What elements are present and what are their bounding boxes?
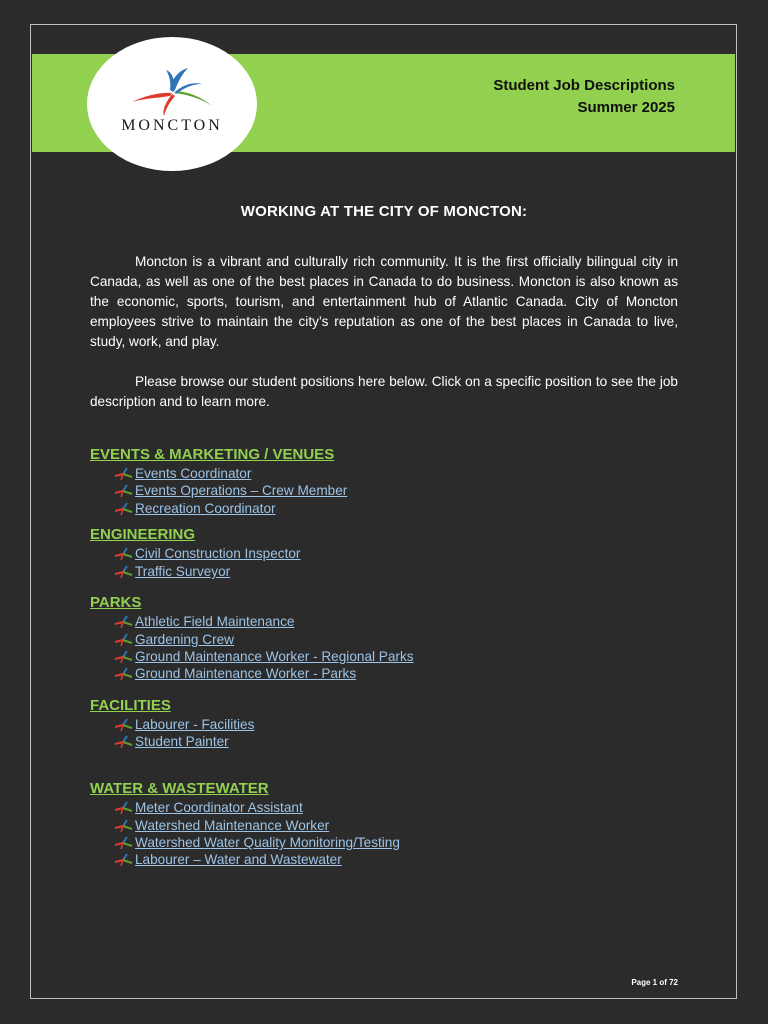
moncton-bullet-icon bbox=[113, 735, 134, 749]
moncton-bullet-icon bbox=[113, 547, 134, 561]
moncton-bullet-icon bbox=[113, 836, 134, 850]
job-item[interactable] bbox=[113, 733, 229, 750]
moncton-bullet-icon bbox=[113, 650, 134, 664]
job-item[interactable] bbox=[113, 613, 294, 630]
job-link[interactable]: Traffic Surveyor bbox=[135, 564, 231, 579]
job-link[interactable]: Watershed Water Quality Monitoring/Testing bbox=[135, 835, 400, 850]
job-item[interactable] bbox=[113, 851, 342, 868]
job-item[interactable] bbox=[113, 631, 234, 648]
section-title-engineering: ENGINEERING bbox=[90, 526, 196, 543]
page-heading: WORKING AT THE CITY OF MONCTON: bbox=[240, 203, 528, 220]
document-title-line2: Summer 2025 bbox=[577, 99, 675, 116]
job-link[interactable]: Athletic Field Maintenance bbox=[135, 614, 295, 629]
job-link[interactable]: Events Coordinator bbox=[135, 466, 252, 481]
logo-wordmark: MONCTON bbox=[121, 117, 223, 134]
section-title-water: WATER & WASTEWATER bbox=[90, 780, 269, 797]
job-link[interactable]: Gardening Crew bbox=[135, 632, 234, 647]
intro-paragraph-text: Moncton is a vibrant and culturally rich community. It is the first officially bilingual city in Canada, as well as one of the best places in Canada to do business. Moncton is also known as the economic, sports, tourism, and entertainment hub of Atlantic Canada. City of Moncton employees strive to maintain the city’s reputation as one of the best places in Canada to live, study, work, and play. bbox=[90, 254, 678, 349]
job-link[interactable]: Events Operations – Crew Member bbox=[135, 483, 348, 498]
job-item[interactable] bbox=[113, 482, 347, 499]
job-item[interactable] bbox=[113, 716, 254, 733]
job-item[interactable] bbox=[113, 834, 400, 851]
job-item[interactable] bbox=[113, 817, 329, 834]
moncton-bullet-icon bbox=[113, 801, 134, 815]
job-item[interactable] bbox=[113, 799, 303, 816]
job-link[interactable]: Meter Coordinator Assistant bbox=[135, 800, 303, 815]
job-link[interactable]: Watershed Maintenance Worker bbox=[135, 818, 330, 833]
job-link[interactable]: Student Painter bbox=[135, 734, 229, 749]
document-title bbox=[493, 75, 675, 119]
job-item[interactable] bbox=[113, 563, 230, 580]
page-number: Page 1 of 72 bbox=[631, 978, 678, 987]
intro-paragraph bbox=[90, 252, 678, 352]
moncton-bullet-icon bbox=[113, 718, 134, 732]
moncton-bullet-icon bbox=[113, 633, 134, 647]
moncton-bullet-icon bbox=[113, 615, 134, 629]
moncton-bullet-icon bbox=[113, 565, 134, 579]
job-link[interactable]: Ground Maintenance Worker - Regional Parks bbox=[135, 649, 414, 664]
document-title-line1: Student Job Descriptions bbox=[493, 77, 675, 94]
section-title-facilities: FACILITIES bbox=[90, 697, 171, 714]
job-link[interactable]: Ground Maintenance Worker - Parks bbox=[135, 666, 357, 681]
job-link[interactable]: Labourer - Facilities bbox=[135, 717, 255, 732]
moncton-bullet-icon bbox=[113, 467, 134, 481]
moncton-bullet-icon bbox=[113, 853, 134, 867]
moncton-bullet-icon bbox=[113, 484, 134, 498]
job-link[interactable]: Labourer – Water and Wastewater bbox=[135, 852, 342, 867]
moncton-bullet-icon bbox=[113, 502, 134, 516]
job-item[interactable] bbox=[113, 465, 251, 482]
job-item[interactable] bbox=[113, 545, 300, 562]
job-link[interactable]: Civil Construction Inspector bbox=[135, 546, 301, 561]
section-title-parks: PARKS bbox=[90, 594, 142, 611]
moncton-logo-icon bbox=[128, 66, 218, 118]
job-item[interactable] bbox=[113, 500, 276, 517]
moncton-bullet-icon bbox=[113, 667, 134, 681]
job-item[interactable] bbox=[113, 648, 414, 665]
section-title-events: EVENTS & MARKETING / VENUES bbox=[90, 446, 335, 463]
instructions-paragraph-text: Please browse our student positions here below. Click on a specific position to see the job description and to learn more. bbox=[90, 374, 678, 409]
instructions-paragraph bbox=[90, 372, 678, 412]
job-item[interactable] bbox=[113, 665, 356, 682]
moncton-bullet-icon bbox=[113, 819, 134, 833]
job-link[interactable]: Recreation Coordinator bbox=[135, 501, 276, 516]
